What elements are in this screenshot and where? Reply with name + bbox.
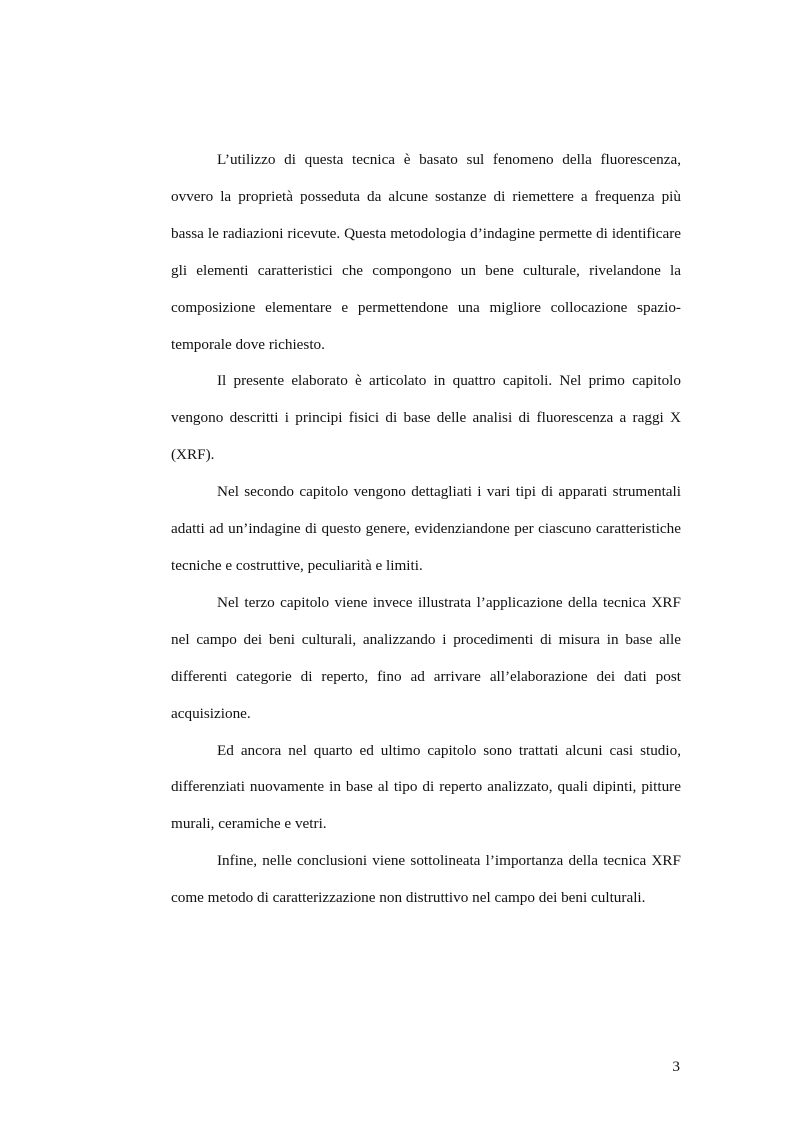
paragraph-chapter-four: Ed ancora nel quarto ed ultimo capitolo sono trattati alcuni casi studio, differenziati nuovamente in base al tipo di reperto analizzato, quali dipinti, pitture murali, ceramiche e vetri.: [171, 741, 681, 833]
paragraph-structure: Il presente elaborato è articolato in quattro capitoli. Nel primo capitolo vengono descritti i principi fisici di base delle analisi di fluorescenza a raggi X (XRF).: [171, 372, 681, 464]
paragraph-chapter-three: Nel terzo capitolo viene invece illustrata l’applicazione della tecnica XRF nel campo dei beni culturali, analizzando i procedimenti di misura in base alle differenti categorie di reperto, fino ad arrivare all’elaborazione dei dati post acquisizione.: [171, 593, 681, 722]
paragraph-conclusions: Infine, nelle conclusioni viene sottolineata l’importanza della tecnica XRF come metodo di caratterizzazione non distruttivo nel campo dei beni culturali.: [171, 852, 681, 907]
page-number: 3: [672, 1058, 680, 1075]
body-text: [171, 142, 681, 917]
paragraph-intro: L’utilizzo di questa tecnica è basato sul fenomeno della fluorescenza, ovvero la proprietà posseduta da alcune sostanze di riemettere a frequenza più bassa le radiazioni ricevute. Questa metodologia d’indagine permette di identificare gli elementi caratteristici che compongono un bene culturale, rivelandone la composizione elementare e permettendone una migliore collocazione spazio-temporale dove richiesto.: [171, 151, 681, 353]
paragraph-chapter-two: Nel secondo capitolo vengono dettagliati i vari tipi di apparati strumentali adatti ad un’indagine di questo genere, evidenziandone per ciascuno caratteristiche tecniche e costruttive, peculiarità e limiti.: [171, 483, 681, 574]
